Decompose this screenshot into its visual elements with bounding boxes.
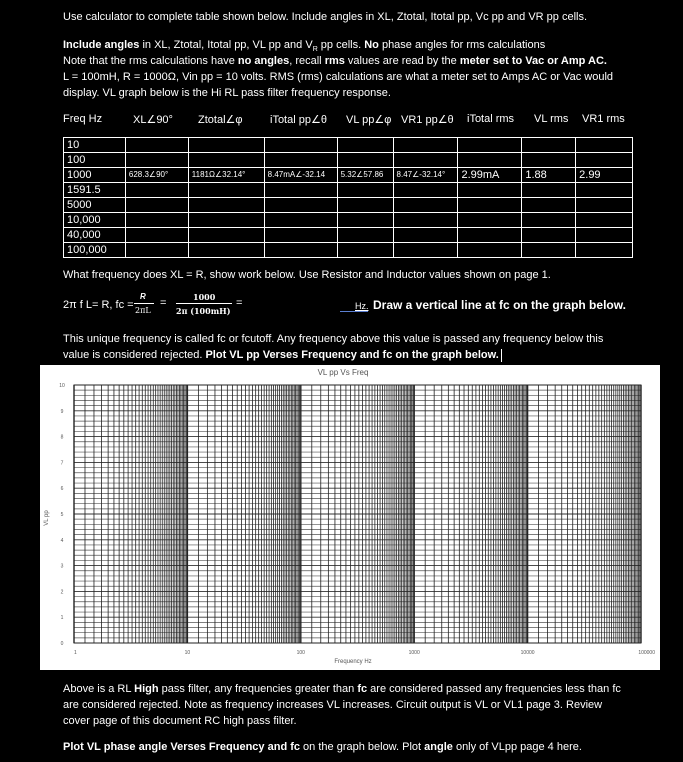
question-text: What frequency does XL = R, show work below. Use Resistor and Inductor values shown on page 1.: [63, 269, 551, 281]
freq-cell: 1591.5: [64, 183, 126, 198]
freq-cell: 10: [64, 138, 126, 153]
frac2-num: 1000: [193, 292, 216, 302]
instructions-line-1: Include angles in XL, Ztotal, Itotal pp, VL pp and $V_R$ pp cells. No phase angles for rms calculations: [63, 39, 546, 54]
table-cell[interactable]: [188, 228, 264, 243]
x-tick-label: 100000: [638, 650, 655, 656]
table-cell[interactable]: [264, 183, 337, 198]
y-tick-label: 4: [60, 537, 64, 544]
table-row: [64, 198, 633, 213]
table-cell[interactable]: [522, 243, 576, 258]
para3-line-2: are considered rejected. Note as frequency increases VL increases. Circuit output is VL or VL1 page 3. Review: [63, 699, 603, 711]
table-cell[interactable]: [188, 153, 264, 168]
header-itotal-pp: iTotal pp∠θ: [270, 114, 327, 126]
table-cell[interactable]: [393, 138, 458, 153]
frac1-num: R: [140, 292, 146, 301]
table-cell[interactable]: [188, 243, 264, 258]
table-cell[interactable]: [576, 138, 633, 153]
table-cell[interactable]: [125, 198, 188, 213]
frac1-bar: [134, 303, 154, 304]
table-cell[interactable]: 2.99: [576, 168, 633, 183]
table-cell[interactable]: [522, 228, 576, 243]
table-cell[interactable]: [264, 198, 337, 213]
table-cell[interactable]: [576, 183, 633, 198]
freq-cell: 100: [64, 153, 126, 168]
freq-cell: 10,000: [64, 213, 126, 228]
table-cell[interactable]: 1.88: [522, 168, 576, 183]
table-cell[interactable]: 8.47∠-32.14°: [393, 168, 458, 183]
header-itotal-rms: iTotal rms: [467, 113, 515, 125]
table-cell[interactable]: [522, 198, 576, 213]
x-tick-label: 1000: [408, 650, 420, 656]
chart-title: VL pp Vs Freq: [317, 368, 369, 377]
vl-pp-chart[interactable]: [40, 365, 660, 670]
instructions-line-2: Note that the rms calculations have no angles, recall rms values are read by the meter set to Vac or Amp AC.: [63, 55, 607, 67]
table-cell[interactable]: 5.32∠57.86: [337, 168, 393, 183]
table-cell[interactable]: 8.47mA∠-32.14: [264, 168, 337, 183]
table-cell[interactable]: [125, 138, 188, 153]
instructions-line-4: display. VL graph below is the Hi RL pass filter frequency response.: [63, 87, 391, 99]
freq-cell: 40,000: [64, 228, 126, 243]
data-table: [63, 137, 633, 258]
table-cell[interactable]: 628.3∠90°: [125, 168, 188, 183]
table-cell[interactable]: [522, 153, 576, 168]
table-cell[interactable]: [337, 153, 393, 168]
table-cell[interactable]: [458, 213, 522, 228]
table-cell[interactable]: [522, 138, 576, 153]
para3-line-1: Above is a RL High pass filter, any frequencies greater than fc are considered passed any frequencies less than fc: [63, 683, 621, 695]
frac1-den: 2πL: [135, 306, 151, 315]
table-cell[interactable]: [393, 243, 458, 258]
y-tick-label: 5: [60, 512, 64, 518]
table-cell[interactable]: [264, 138, 337, 153]
table-row: [64, 138, 633, 153]
freq-cell: 1000: [64, 168, 126, 183]
para2-line-1: This unique frequency is called fc or fcutoff. Any frequency above this value is passed any frequency below this: [63, 333, 604, 345]
header-freq: Freq Hz: [63, 113, 103, 125]
table-cell[interactable]: [264, 243, 337, 258]
header-vr1-rms: VR1 rms: [582, 113, 625, 125]
table-cell[interactable]: 1181Ω∠32.14°: [188, 168, 264, 183]
header-vr1-pp: VR1 pp∠θ: [401, 114, 454, 126]
table-cell[interactable]: [576, 213, 633, 228]
intro-text: Use calculator to complete table shown below. Include angles in XL, Ztotal, Itotal pp, Vc pp and VR pp cells.: [63, 11, 588, 23]
formula-lead: 2π f L= R, fc =: [63, 299, 134, 311]
para3-line-3: cover page of this document RC high pass filter.: [63, 715, 297, 727]
table-cell[interactable]: [393, 198, 458, 213]
table-cell[interactable]: [125, 213, 188, 228]
table-cell[interactable]: [264, 213, 337, 228]
answer-blank[interactable]: [340, 311, 368, 312]
table-cell[interactable]: 2.99mA: [458, 168, 522, 183]
table-cell[interactable]: [337, 198, 393, 213]
y-tick-label: 10: [59, 383, 65, 389]
table-cell[interactable]: [522, 213, 576, 228]
header-ztotal: Ztotal∠φ: [198, 114, 243, 126]
table-cell[interactable]: [188, 183, 264, 198]
x-tick-label: 10000: [520, 650, 535, 656]
y-tick-label: 1: [60, 615, 64, 622]
table-cell[interactable]: [264, 228, 337, 243]
chart-xlabel: Frequency Hz: [334, 659, 372, 665]
table-cell[interactable]: [458, 138, 522, 153]
table-row: [64, 243, 633, 258]
para4-line: Plot VL phase angle Verses Frequency and fc on the graph below. Plot angle only of VLpp page 4 here.: [63, 741, 582, 753]
table-cell[interactable]: [125, 228, 188, 243]
table-cell[interactable]: [576, 228, 633, 243]
para2-line-2: value is considered rejected. Plot VL pp Verses Frequency and fc on the graph below.: [63, 347, 502, 363]
frac2-bar: [176, 303, 232, 304]
freq-cell: 5000: [64, 198, 126, 213]
freq-cell: 100,000: [64, 243, 126, 258]
table-cell[interactable]: [576, 243, 633, 258]
table-cell[interactable]: [337, 243, 393, 258]
table-cell[interactable]: [125, 183, 188, 198]
x-tick-label: 1: [74, 650, 77, 656]
table-row: [64, 153, 633, 168]
instructions-line-3: L = 100mH, R = 1000Ω, Vin pp = 10 volts. RMS (rms) calculations are what a meter set to Amps AC or Vac would: [63, 71, 614, 83]
table-cell[interactable]: [458, 153, 522, 168]
table-cell[interactable]: [337, 228, 393, 243]
table-cell[interactable]: [458, 183, 522, 198]
y-tick-label: 9: [60, 408, 64, 415]
x-tick-label: 10: [184, 650, 191, 656]
frac2-den: 2π (100mH): [176, 306, 231, 316]
table-row: [64, 168, 633, 183]
chart-ylabel: VL pp: [44, 510, 50, 526]
header-xl: XL∠90°: [133, 114, 173, 126]
table-cell[interactable]: [188, 198, 264, 213]
table-cell[interactable]: [337, 213, 393, 228]
y-tick-label: 7: [60, 460, 64, 467]
header-vl-pp: VL pp∠φ: [346, 114, 392, 126]
y-tick-label: 8: [60, 434, 64, 441]
formula-hz: Hz.: [355, 301, 369, 311]
table-cell[interactable]: [393, 153, 458, 168]
table-row: [64, 228, 633, 243]
formula-eq2: =: [236, 297, 243, 309]
table-cell[interactable]: [264, 153, 337, 168]
table-cell[interactable]: [393, 213, 458, 228]
table-cell[interactable]: [393, 183, 458, 198]
table-cell[interactable]: [576, 198, 633, 213]
table-cell[interactable]: [393, 228, 458, 243]
table-cell[interactable]: [125, 153, 188, 168]
table-cell[interactable]: [458, 243, 522, 258]
table-cell[interactable]: [458, 198, 522, 213]
table-cell[interactable]: [188, 138, 264, 153]
y-tick-label: 0: [60, 641, 64, 647]
table-row: [64, 183, 633, 198]
y-tick-label: 6: [60, 486, 64, 493]
table-cell[interactable]: [522, 183, 576, 198]
table-cell[interactable]: [576, 153, 633, 168]
y-tick-label: 3: [60, 563, 64, 570]
table-row: [64, 213, 633, 228]
x-tick-label: 100: [296, 650, 305, 656]
table-cell[interactable]: [337, 183, 393, 198]
y-tick-label: 2: [60, 589, 64, 596]
header-vl-rms: VL rms: [534, 113, 569, 125]
formula-eq: =: [160, 297, 167, 309]
table-cell[interactable]: [337, 138, 393, 153]
text-cursor: [501, 349, 502, 362]
table-cell[interactable]: [125, 243, 188, 258]
table-cell[interactable]: [188, 213, 264, 228]
formula-draw: Draw a vertical line at fc on the graph below.: [373, 298, 626, 312]
table-cell[interactable]: [458, 228, 522, 243]
